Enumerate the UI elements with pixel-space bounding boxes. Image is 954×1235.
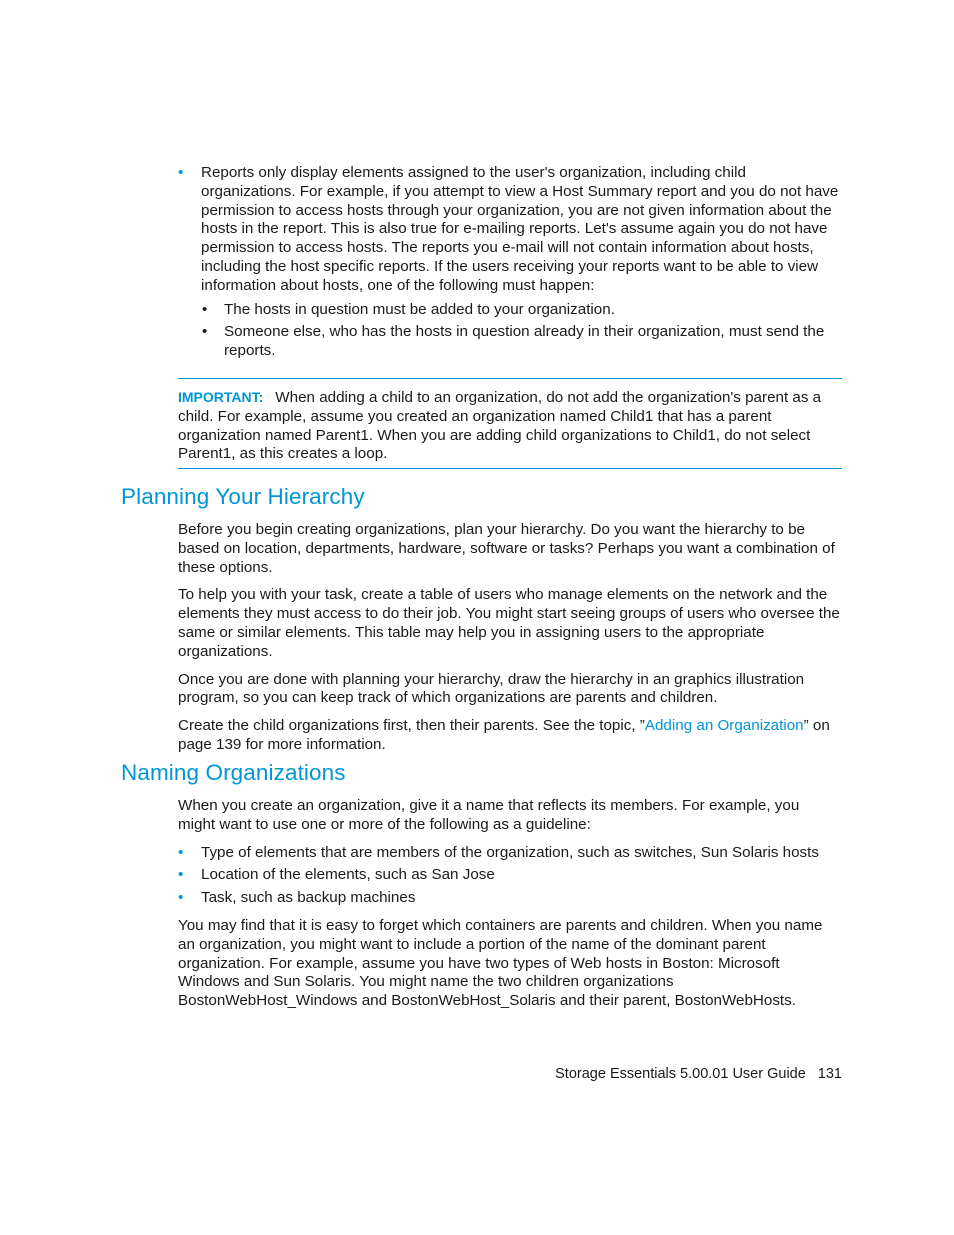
ref-text-before: Create the child organizations first, then their parents. See the topic, ” bbox=[178, 717, 645, 735]
ref-text-after: ” on page 139 for more information. bbox=[178, 717, 830, 753]
sub-list-item bbox=[178, 323, 840, 361]
section-planning-body bbox=[178, 521, 840, 755]
naming-bullet-list bbox=[178, 844, 840, 908]
bullet-icon: • bbox=[202, 323, 208, 341]
paragraph: When you create an organization, give it a name that reflects its members. For example, you might want to use one or more of the following as a guideline: bbox=[178, 797, 800, 833]
bullet-icon: • bbox=[178, 889, 184, 907]
section-heading-planning: Planning Your Hierarchy bbox=[121, 484, 365, 509]
list-item bbox=[178, 889, 840, 908]
bullet-icon: • bbox=[178, 164, 184, 181]
paragraph: To help you with your task, create a table of users who manage elements on the network and the elements they must access to do their job. You might start seeing groups of users who oversee the same or similar elements. This table may help you in assigning users to the appropriate organizations. bbox=[178, 586, 840, 660]
bullet-text: Reports only display elements assigned to the user's organization, including child organizations. For example, if you attempt to view a Host Summary report and you do not have permission to access hosts through your organization, you are not given information about the hosts in the report. This is also true for e-mailing reports. Let's assume again you do not have permission to access hosts. The reports you e-mail will not contain information about hosts, including the host specific reports. If the users receiving your reports want to be able to view information about hosts, one of the following must happen: bbox=[201, 164, 839, 294]
adding-organization-link[interactable]: Adding an Organization bbox=[644, 717, 804, 735]
page-number: 131 bbox=[817, 1066, 842, 1082]
bullet-icon: • bbox=[178, 866, 184, 884]
paragraph: Before you begin creating organizations, plan your hierarchy. Do you want the hierarchy to be based on location, departments, hardware, software or tasks? Perhaps you want a combination of these options. bbox=[178, 521, 835, 576]
bullet-text: Location of the elements, such as San Jose bbox=[201, 866, 495, 884]
important-text: When adding a child to an organization, do not add the organization's parent as a child. For example, assume you created an organization named Child1 that has a parent organization named Parent1. When you are adding child organizations to Child1, do not select Parent1, as this creates a loop. bbox=[178, 389, 822, 463]
paragraph: You may find that it is easy to forget which containers are parents and children. When you name an organization, you might want to include a portion of the name of the dominant parent organization. For example, assume you have two types of Web hosts in Boston: Microsoft Windows and Sun Solaris. You might name the two children organizations BostonWebHost_Windows and BostonWebHost_Solaris and their parent, BostonWebHosts. bbox=[178, 916, 823, 1010]
bullet-text: Type of elements that are members of the organization, such as switches, Sun Solaris hosts bbox=[201, 843, 819, 861]
section-naming-body bbox=[178, 797, 840, 1011]
bullet-text: Task, such as backup machines bbox=[201, 889, 416, 907]
sub-list-item bbox=[178, 301, 840, 320]
page-footer bbox=[555, 1066, 842, 1082]
top-bullet-list bbox=[178, 164, 840, 361]
sub-bullet-text: The hosts in question must be added to your organization. bbox=[224, 300, 615, 318]
paragraph: Once you are done with planning your hierarchy, draw the hierarchy in an graphics illustration program, so you can keep track of which organizations are parents and children. bbox=[178, 670, 805, 707]
list-item bbox=[178, 844, 840, 863]
guide-title: Storage Essentials 5.00.01 User Guide bbox=[555, 1066, 806, 1082]
paragraph-reference bbox=[178, 717, 840, 755]
sub-bullet-text: Someone else, who has the hosts in question already in their organization, must send the reports. bbox=[224, 323, 825, 360]
bullet-icon: • bbox=[178, 843, 184, 861]
section-heading-naming: Naming Organizations bbox=[121, 760, 346, 785]
important-note bbox=[178, 378, 842, 469]
bullet-icon: • bbox=[202, 300, 208, 318]
list-item bbox=[178, 164, 840, 361]
important-label: IMPORTANT: bbox=[178, 389, 264, 405]
list-item bbox=[178, 866, 840, 885]
